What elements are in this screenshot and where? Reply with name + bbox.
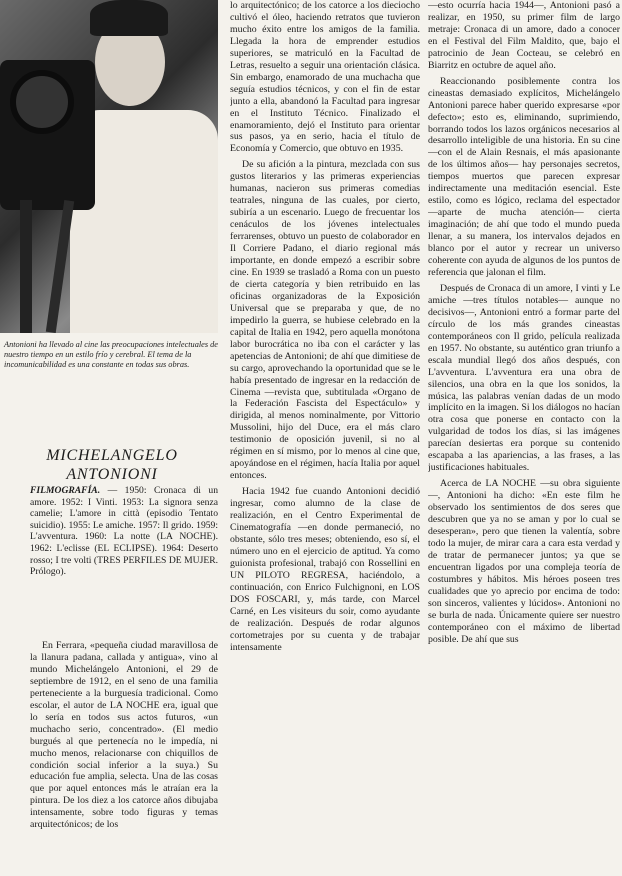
filmography-lead: FILMOGRAFÍA. (30, 485, 101, 496)
camera-lens (10, 70, 74, 134)
paragraph: En Ferrara, «pequeña ciudad maravillosa de la llanura padana, callada y antigua», vino al mundo Michelángelo Antonioni, el 29 de septiembre de 1912, en el seno de una familia perteneciente a la burguesía tradicional. Como escolar, el autor de LA NOCHE era, igual que lo sería en todos sus actos futuros, «un muchacho serio, concentrado». (El medio burgués al que pertenecía no le impedía, ni mucho menos, relacionarse con chiquillos de condición social inferior a la suya.) Su educación fue amplia, selecta. Una de las cosas que por aquel entonces más le atraían era la pintura. De los diez a los catorce años dibujaba intensamente, sobre todo figuras y temas arquitectónicos; de los (30, 640, 218, 831)
paragraph: Hacia 1942 fue cuando Antonioni decidió ingresar, como alumno de la clase de realización, en el Centro Experimental de Cinematografía —en donde permaneció, no obstante, sólo tres meses; obteniendo, eso sí, el número uno en el ejercicio de aptitud. Ya como guionista profesional, trabajó con Rossellini en UN PILOTO REGRESA, haciéndolo, a continuación, con Enrico Fulchignoni, en LOS DOS FOSCARI, y, más tarde, con Marcel Carné, en Les visiteurs du soir, como ayudante de realización. Después de rodar algunos cortometrajes por su cuenta y de trabajar intensamente (230, 486, 420, 653)
hair-shape (90, 0, 168, 36)
paragraph: Reaccionando posiblemente contra los cineastas demasiado explícitos, Michelángelo Antonioni parece haber querido expresarse «por defecto»; esto es, eliminando, suprimiendo, borrando todos los lazos orgánicos necesarios al desarrollo inteligible de una historia. En su cine —con el de Alain Resnais, el más apasionante de los últimos años— hay personajes secretos, tiempos muertos que parecen expresar indirectamente una meditación esencial. Este estilo, como es lógico, reclama del espectador —aparte de mucha atención— cierta imaginación; de ahí que todo el mundo pueda llenar, a su manera, los intervalos dejados en blanco por el autor y recrear un universo coherente con ayuda de algunos de los puntos de referencia que jalonan el film. (428, 75, 620, 278)
column-3 (428, 0, 620, 876)
paragraph: lo arquitectónico; de los catorce a los dieciocho cultivó el óleo, haciendo retratos que tuvieron mucho éxito entre los amigos de la familia. Llegada la hora de emprender estudios superiores, se matriculó en la Facultad de Letras, resuelto a seguir una orientación clásica. Sin embargo, enamorado de una muchacha que seguía estudios técnicos, y con el fin de estar junto a ella, abandonó la Facultad para ingresar en el Instituto Técnico. Finalizado el enamoramiento, dejó el Instituto para orientar sus pasos, ya en serio, hacia el título de Economía y Comercio, que obtuvo en 1935. (230, 0, 420, 155)
photo-caption: Antonioni ha llevado al cine las preocupaciones intelectuales de nuestro tiempo en un estilo frío y cerebral. El tema de la incomunicabilidad es una constante en todas sus obras. (4, 340, 218, 370)
antonioni-photo (0, 0, 218, 333)
filmography (30, 485, 218, 578)
column-2 (230, 0, 420, 876)
paragraph: De su afición a la pintura, mezclada con sus gustos literarios y las primeras experiencias humanas, nacieron sus primeras comedias teatrales, ninguna de las cuales, por cierto, subiría a un escenario. Luego de frecuentar los cenáculos de los jóvenes intelectuales ferrarenses, obtuvo un puesto de colaborador en Il Corriere Padano, el diario regional más importante, en donde empezó a escribir sobre cine. En 1939 se trasladó a Roma con un puesto de cierta categoría y bien retribuido en las oficinas organizadoras de la Exposición Universal que se preparaba y que, de no impedirlo la guerra, se hubiese celebrado en la capital de Italia en 1942, pero aquella monótona labor burocrática no iba con el carácter y las apetencias de Antonioni; de ahí que dimitiese de su cargo, aprovechando la oportunidad que se le había presentado de ingresar en la redacción de Cinema —revista que, subtitulada «Organo de la Federación Fascista del Espectáculo» y dirigida, al menos nominalmente, por Vittorio Mussolini, hijo del Duce, era el más claro testimonio de oposición juvenil, si no al régimen en sí mismo, por lo menos al cine que, apoyándose en el régimen, hacía Italia por aquel entonces. (230, 159, 420, 482)
tripod-leg (20, 200, 32, 333)
paragraph: Acerca de LA NOCHE —su obra siguiente—, Antonioni ha dicho: «En este film he observado los sentimientos de dos seres que descubren que ya no se aman y por lo cual se desesperan», pero que tienen la valentía, sobre todo la mujer, de mirar cara a cara esta verdad y de tratar de permanecer juntos; ya que se encuentran ligados por una compleja teoría de costumbres y hábitos. Mis héroes poseen tres cualidades que yo aprecio por encima de todo: son sinceros, valientes y lúcidos». Antonioni no se burla de nada. Únicamente quiere ser nuestro contemporáneo con el máximo de libertad posible. De ahí que sus (428, 478, 620, 645)
paragraph: Después de Cronaca di un amore, I vinti y Le amiche —tres títulos notables— aunque no decisivos—, Antonioni entró a formar parte del círculo de los más grandes cineastas contemporáneos con Il grido, película realizada en 1957. No obstante, su auténtico gran triunfo a escala mundial llegó dos años después, con L'avventura. L'avventura era una obra de silencios, una obra en la que los sonidos, la música, las palabras venían dadas de un modo implícito en la imagen. Si los diálogos no hacían otra cosa que ponerse en contacto con la vulgaridad de todos los días, si las imágenes parecían desiertas era porque su contenido escapaba a las apariencias, a las frases, a las justificaciones habituales. (428, 282, 620, 474)
column-1 (30, 640, 218, 876)
bio-title: MICHELANGELO ANTONIONI (46, 447, 178, 483)
paragraph: —esto ocurría hacia 1944—, Antonioni pasó a realizar, en 1950, su primer film de largo metraje: Cronaca di un amore, dado a conocer en el Festival del Film Maldito, que, bajo el patrocinio de Jean Cocteau, se celebró en Biarritz en octubre de aquel año. (428, 0, 620, 71)
filmography-text: — 1950: Cronaca di un amore. 1952: I Vinti. 1953: La signora senza camelie; L'amore in città (episodio Tentato suicidio). 1955: Le amiche. 1957: Il grido. 1959: L'avventura. 1960: La notte (LA NOCHE). 1962: L'eclisse (EL ECLIPSE). 1964: Deserto rosso; I tre volti (TRES PERFILES DE MUJER. Prólogo). (30, 485, 218, 578)
